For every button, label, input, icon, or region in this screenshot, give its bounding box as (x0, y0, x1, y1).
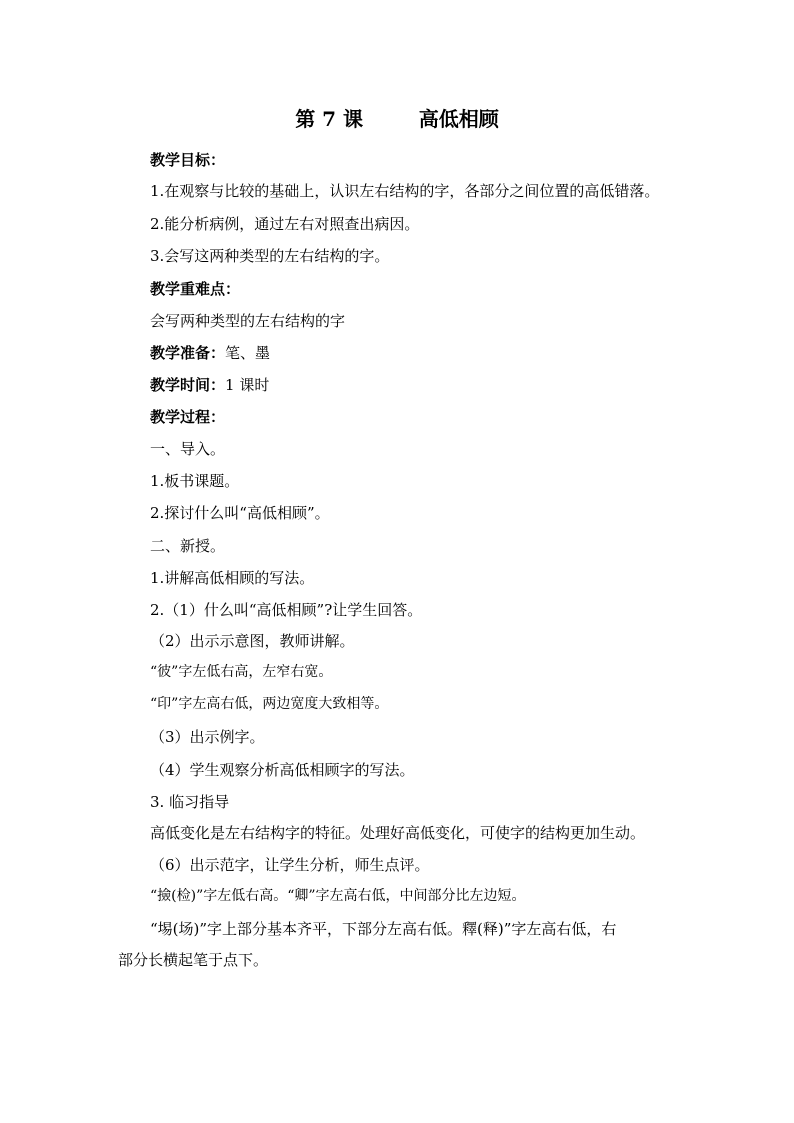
time-label: 教学时间： (150, 376, 226, 394)
process-line: 2.（1）什么叫“高低相顾”?让学生回答。 (150, 601, 423, 619)
process-line: 1.板书课题。 (150, 472, 240, 490)
section-heading-key-points: 教学重难点： (150, 280, 241, 298)
objective-item-3: 3.会写这两种类型的左右结构的字。 (150, 247, 390, 265)
process-line: “埸(场)”字上部分基本齐平，下部分左高右低。釋(释)”字左高右低，右 (150, 920, 617, 938)
process-line: （4）学生观察分析高低相顾字的写法。 (150, 761, 415, 779)
process-line: 3. 临习指导 (150, 793, 230, 811)
page-title: 第 7 课 高低相顾 (295, 107, 499, 131)
time-value: 1 课时 (225, 376, 270, 394)
preparation-label: 教学准备： (150, 344, 226, 362)
process-line: （2）出示示意图，教师讲解。 (150, 632, 355, 650)
time-line (150, 375, 269, 395)
key-points-text: 会写两种类型的左右结构的字 (150, 312, 346, 330)
process-line: “撿(检)”字左低右高。“卿”字左高右低，中间部分比左边短。 (150, 888, 526, 904)
process-line: “印”字左高右低，两边宽度大致相等。 (150, 696, 389, 712)
process-line: 部分长横起笔于点下。 (118, 951, 269, 969)
section-heading-objectives: 教学目标： (150, 151, 226, 169)
section-heading-process: 教学过程： (150, 408, 226, 426)
process-line: （6）出示范字，让学生分析，师生点评。 (150, 856, 430, 874)
process-step-intro: 一、导入。 (150, 440, 226, 458)
objective-item-1: 1.在观察与比较的基础上，认识左右结构的字，各部分之间位置的高低错落。 (150, 182, 660, 200)
process-step-new: 二、新授。 (150, 537, 226, 555)
process-line: （3）出示例字。 (150, 728, 265, 746)
process-line: 1.讲解高低相顾的写法。 (150, 569, 315, 587)
process-line: 高低变化是左右结构字的特征。处理好高低变化，可使字的结构更加生动。 (150, 824, 646, 842)
preparation-line (150, 343, 270, 363)
process-line: 2.探讨什么叫“高低相顾”。 (150, 504, 330, 522)
process-line: “彼”字左低右高，左窄右宽。 (150, 664, 333, 680)
objective-item-2: 2.能分析病例，通过左右对照查出病因。 (150, 215, 420, 233)
preparation-value: 笔、墨 (225, 344, 271, 362)
